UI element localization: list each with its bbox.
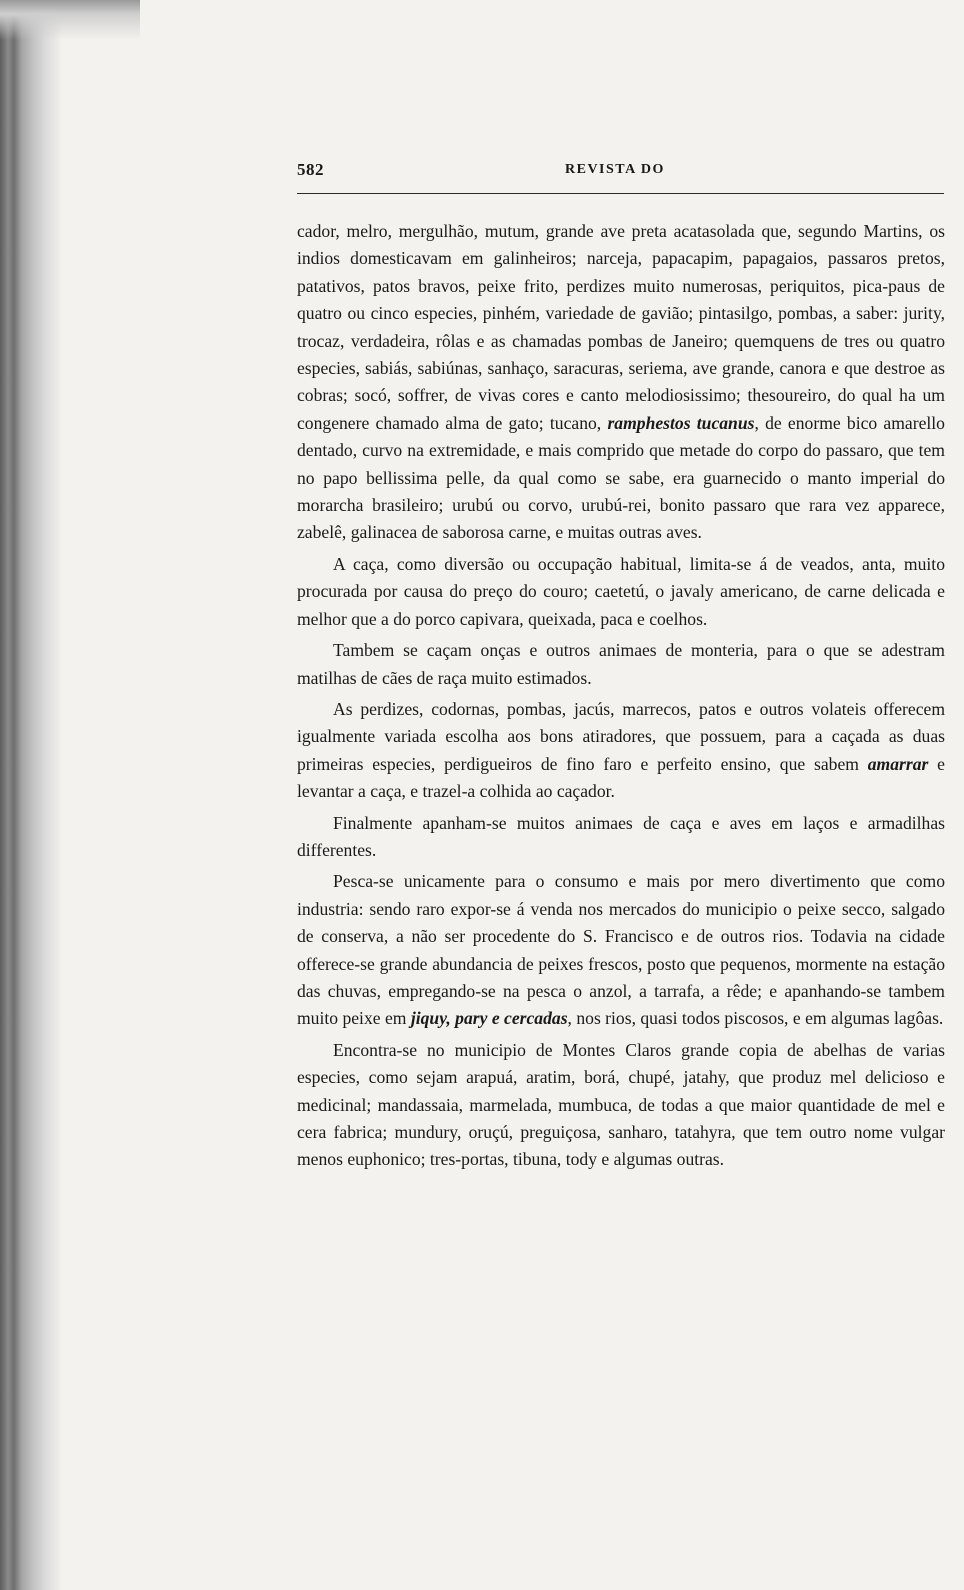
text-run: , nos rios, quasi todos piscosos, e em algumas lagôas. <box>567 1008 944 1029</box>
text-run: Finalmente apanham-se muitos animaes de caça e aves em laços e armadilhas differentes. <box>297 812 945 860</box>
text-run: e levantar a caça, e trazel-a colhida ao caçador. <box>297 753 945 802</box>
paragraph <box>297 551 945 633</box>
book-binding-edge <box>0 0 62 1590</box>
paragraph <box>297 696 945 806</box>
italic-term: ramphestos tucanus <box>607 412 755 433</box>
text-run: , de enorme bico amarello dentado, curvo na extremidade, e mais comprido que metade do corpo do passaro, que tem no papo bellissima pelle, da qual como se sabe, era guarnecido o manto imperial do morarcha brasileiro; urubú ou corvo, urubú-rei, bonito passaro que rara vez apparece, zabelê, galinacea de saborosa carne, e muitas outras aves. <box>297 412 945 543</box>
paragraph <box>297 218 945 547</box>
paragraph <box>297 868 945 1032</box>
page-header <box>297 158 944 198</box>
running-head: REVISTA DO <box>565 162 665 177</box>
text-run: Tambem se caçam onças e outros animaes de monteria, para o que se adestram matilhas de cães de raça muito estimados. <box>297 640 945 688</box>
text-run: cador, melro, mergulhão, mutum, grande ave preta acatasolada que, segundo Martins, os indios domesticavam em galinheiros; narceja, papacapim, papagaios, passaros pretos, patativos, patos bravos, peixe frito, perdizes muito numerosas, periquitos, pica-paus de quatro ou cinco especies, pinhém, variedade de gavião; pintasilgo, pombas, a saber: jurity, trocaz, verdadeira, rôlas e as chamadas pombas de Janeiro; quemquens de tres ou quatro especies, sabiás, sabiúnas, sanhaço, saracuras, seriema, ave grande, canora e que destroe as cobras; socó, soffrer, de vivas cores e canto melodiosissimo; thesoureiro, do qual ha um congenere chamado alma de gato; tucano, <box>297 221 945 433</box>
text-run: Encontra-se no municipio de Montes Claros grande copia de abelhas de varias especies, como sejam arapuá, aratim, borá, chupé, jatahy, que produz mel delicioso e medicinal; mandassaia, marmelada, mumbuca, de todas a que maior quantidade de mel e cera fabrica; mundury, oruçú, preguiçosa, sanharo, tatahyra, que tem outro nome vulgar menos euphonico; tres-portas, tibuna, tody e algumas outras. <box>297 1039 945 1170</box>
scan-shadow <box>0 0 140 40</box>
paragraph <box>297 810 945 865</box>
header-rule <box>297 193 944 194</box>
body-text <box>297 218 945 1174</box>
text-run: Pesca-se unicamente para o consumo e mais por mero divertimento que como industria: sendo raro expor-se á venda nos mercados do municipio o peixe secco, salgado de conserva, a não ser procedente do S. Francisco e de outros rios. Todavia na cidade offerece-se grande abundancia de peixes frescos, posto que pequenos, mormente na estação das chuvas, empregando-se na pesca o anzol, a tarrafa, a rêde; e apanhando-se tambem muito peixe em <box>297 871 945 1029</box>
italic-term: amarrar <box>867 753 929 774</box>
text-run: A caça, como diversão ou occupação habitual, limita-se á de veados, anta, muito procurada por causa do preço do couro; caetetú, o javaly americano, de carne delicada e melhor que a do porco capivara, queixada, paca e coelhos. <box>297 553 945 629</box>
text-run: As perdizes, codornas, pombas, jacús, marrecos, patos e outros volateis offerecem igualmente variada escolha aos bons atiradores, que possuem, para a caçada as duas primeiras especies, perdigueiros de fino faro e perfeito ensino, que sabem <box>297 698 945 774</box>
italic-term: jiquy, pary e cercadas <box>410 1008 568 1029</box>
paragraph <box>297 637 945 692</box>
page-number: 582 <box>297 160 324 179</box>
paragraph <box>297 1037 945 1174</box>
